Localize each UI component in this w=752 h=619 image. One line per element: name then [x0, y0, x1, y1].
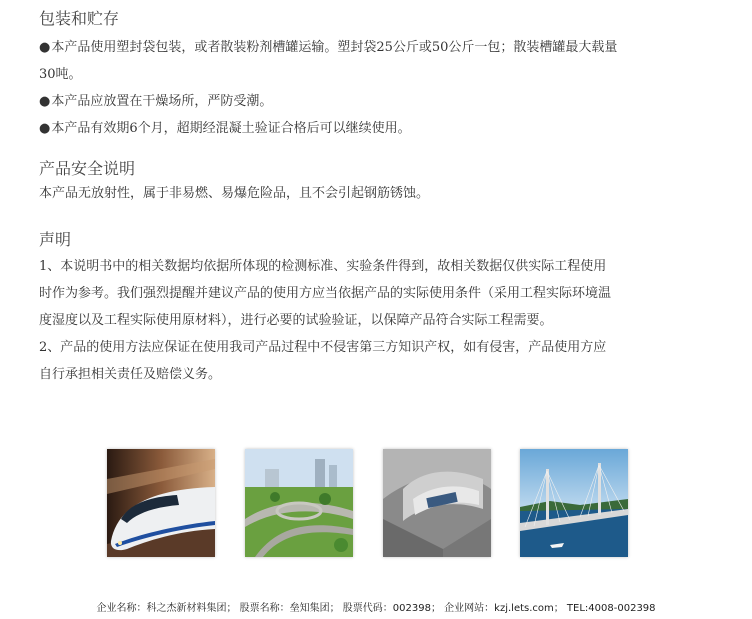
- application-photos: [107, 449, 629, 557]
- statement-line-2: 时作为参考。我们强烈提醒并建议产品的使用方应当依据产品的实际使用条件（采用工程实际环境温: [39, 286, 612, 301]
- safety-title: 产品安全说明: [39, 159, 136, 178]
- statement-line-1: 1、本说明书中的相关数据均依据所体现的检测标准、实验条件得到，故相关数据仅供实际工程使用: [39, 259, 607, 274]
- cable-stayed-bridge-photo: [520, 449, 628, 557]
- footer-company-info: 企业名称：科之杰新材料集团； 股票名称：垒知集团； 股票代码：002398； 企业网站：kzj.lets.com； TEL:4008-002398: [96, 603, 656, 614]
- statement-title: 声明: [39, 230, 72, 249]
- statement-line-4: 2、产品的使用方法应保证在使用我司产品过程中不侵害第三方知识产权，如有侵害，产品使用方应: [39, 340, 607, 355]
- packaging-line-2: 30吨。: [39, 67, 82, 82]
- safety-text: 本产品无放射性，属于非易燃、易爆危险品，且不会引起钢筋锈蚀。: [39, 186, 430, 201]
- packaging-line-4: ● 本产品有效期6个月，超期经混凝土验证合格后可以继续使用。: [39, 115, 729, 142]
- packaging-line-3: ● 本产品应放置在干燥场所，严防受潮。: [39, 88, 729, 115]
- statement-section: [39, 229, 729, 388]
- high-speed-train-photo: [107, 449, 215, 557]
- packaging-line-1: ● 本产品使用塑封袋包装，或者散装粉剂槽罐运输。塑封袋25公斤或50公斤一包；散装槽罐最大载量: [39, 34, 729, 61]
- safety-section: [39, 158, 729, 207]
- statement-line-5: 自行承担相关责任及赔偿义务。: [39, 367, 222, 382]
- tunnel-train-photo: [383, 449, 491, 557]
- packaging-title: 包装和贮存: [39, 9, 120, 28]
- statement-line-3: 度湿度以及工程实际使用原材料），进行必要的试验验证，以保障产品符合实际工程需要。: [39, 313, 553, 328]
- packaging-section: [39, 8, 729, 142]
- highway-interchange-photo: [245, 449, 353, 557]
